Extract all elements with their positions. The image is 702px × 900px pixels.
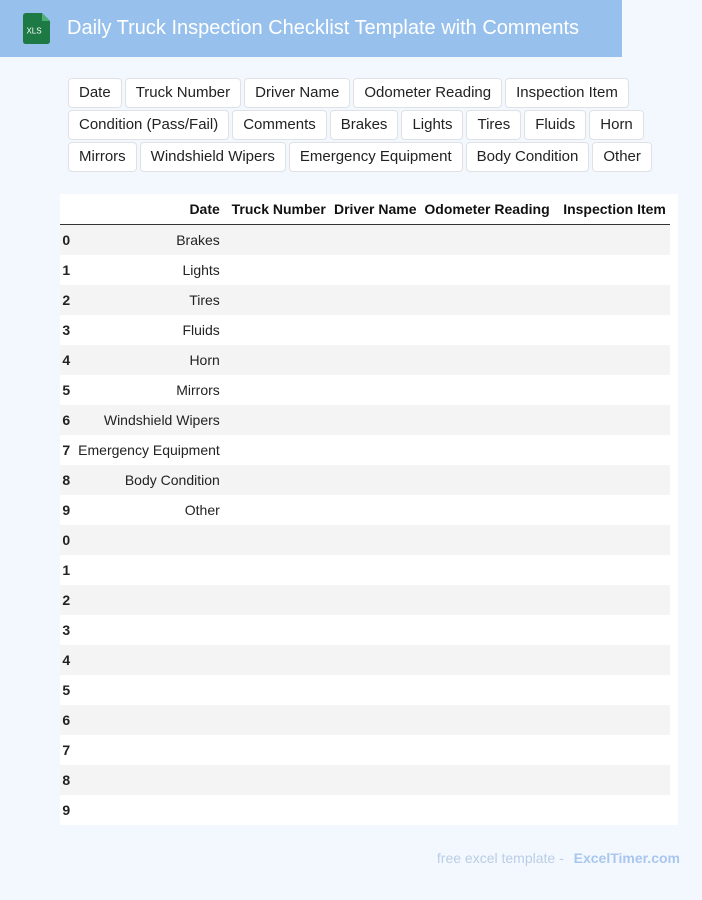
empty-cell xyxy=(228,735,330,765)
empty-cell xyxy=(421,675,553,705)
empty-cell xyxy=(553,285,670,315)
empty-cell xyxy=(330,465,421,495)
empty-cell xyxy=(330,765,421,795)
row-index: 4 xyxy=(60,645,70,675)
row-index: 6 xyxy=(60,405,70,435)
empty-cell xyxy=(553,525,670,555)
empty-cell xyxy=(553,225,670,256)
table-row xyxy=(60,735,670,765)
table-row xyxy=(60,585,670,615)
empty-cell xyxy=(421,525,553,555)
date-cell: Horn xyxy=(70,345,228,375)
header-date: Date xyxy=(70,194,228,225)
row-index: 9 xyxy=(60,795,70,825)
empty-cell xyxy=(330,735,421,765)
empty-cell xyxy=(228,255,330,285)
column-tag[interactable]: Other xyxy=(592,142,652,172)
row-index: 7 xyxy=(60,735,70,765)
row-index: 6 xyxy=(60,705,70,735)
empty-cell xyxy=(553,465,670,495)
empty-cell xyxy=(228,405,330,435)
empty-cell xyxy=(330,555,421,585)
column-tag[interactable]: Date xyxy=(68,78,122,108)
date-cell xyxy=(70,585,228,615)
empty-cell xyxy=(228,615,330,645)
date-cell: Emergency Equipment xyxy=(70,435,228,465)
empty-cell xyxy=(421,465,553,495)
empty-cell xyxy=(228,435,330,465)
table-row xyxy=(60,345,670,375)
empty-cell xyxy=(553,375,670,405)
empty-cell xyxy=(330,315,421,345)
empty-cell xyxy=(228,375,330,405)
empty-cell xyxy=(553,255,670,285)
date-cell: Windshield Wipers xyxy=(70,405,228,435)
column-tag[interactable]: Windshield Wipers xyxy=(140,142,286,172)
empty-cell xyxy=(421,495,553,525)
empty-cell xyxy=(330,645,421,675)
empty-cell xyxy=(553,555,670,585)
empty-cell xyxy=(330,435,421,465)
row-index: 8 xyxy=(60,765,70,795)
header-index xyxy=(60,194,70,225)
row-index: 1 xyxy=(60,555,70,585)
empty-cell xyxy=(228,585,330,615)
table-row xyxy=(60,555,670,585)
empty-cell xyxy=(421,615,553,645)
empty-cell xyxy=(553,705,670,735)
inspection-table xyxy=(60,194,670,825)
table-row xyxy=(60,525,670,555)
empty-cell xyxy=(553,765,670,795)
row-index: 1 xyxy=(60,255,70,285)
empty-cell xyxy=(228,495,330,525)
row-index: 2 xyxy=(60,285,70,315)
empty-cell xyxy=(228,525,330,555)
date-cell: Body Condition xyxy=(70,465,228,495)
empty-cell xyxy=(330,375,421,405)
empty-cell xyxy=(228,795,330,825)
row-index: 5 xyxy=(60,375,70,405)
page-header xyxy=(0,0,622,57)
empty-cell xyxy=(553,495,670,525)
row-index: 7 xyxy=(60,435,70,465)
date-cell xyxy=(70,765,228,795)
empty-cell xyxy=(228,555,330,585)
date-cell: Brakes xyxy=(70,225,228,256)
empty-cell xyxy=(421,645,553,675)
date-cell: Lights xyxy=(70,255,228,285)
empty-cell xyxy=(228,645,330,675)
row-index: 9 xyxy=(60,495,70,525)
empty-cell xyxy=(421,345,553,375)
empty-cell xyxy=(553,735,670,765)
empty-cell xyxy=(553,405,670,435)
table-row xyxy=(60,405,670,435)
table-row xyxy=(60,465,670,495)
column-tag[interactable]: Fluids xyxy=(524,110,586,140)
table-row xyxy=(60,765,670,795)
row-index: 4 xyxy=(60,345,70,375)
date-cell: Fluids xyxy=(70,315,228,345)
empty-cell xyxy=(228,675,330,705)
empty-cell xyxy=(421,795,553,825)
table-row xyxy=(60,285,670,315)
empty-cell xyxy=(421,405,553,435)
row-index: 3 xyxy=(60,315,70,345)
column-tag[interactable]: Horn xyxy=(589,110,644,140)
empty-cell xyxy=(228,285,330,315)
empty-cell xyxy=(553,615,670,645)
empty-cell xyxy=(421,255,553,285)
column-tag[interactable]: Mirrors xyxy=(68,142,137,172)
date-cell xyxy=(70,675,228,705)
empty-cell xyxy=(330,585,421,615)
footer xyxy=(437,850,680,866)
empty-cell xyxy=(330,495,421,525)
empty-cell xyxy=(330,615,421,645)
empty-cell xyxy=(330,225,421,256)
empty-cell xyxy=(228,765,330,795)
column-tag[interactable]: Inspection Item xyxy=(505,78,629,108)
table-row xyxy=(60,675,670,705)
date-cell xyxy=(70,615,228,645)
empty-cell xyxy=(228,315,330,345)
empty-cell xyxy=(421,765,553,795)
date-cell: Tires xyxy=(70,285,228,315)
empty-cell xyxy=(228,345,330,375)
empty-cell xyxy=(330,675,421,705)
empty-cell xyxy=(228,465,330,495)
empty-cell xyxy=(553,675,670,705)
column-tag[interactable]: Truck Number xyxy=(125,78,241,108)
date-cell xyxy=(70,735,228,765)
footer-brand-link[interactable]: ExcelTimer.com xyxy=(573,850,680,866)
empty-cell xyxy=(421,285,553,315)
column-tag[interactable]: Lights xyxy=(401,110,463,140)
empty-cell xyxy=(330,405,421,435)
date-cell: Other xyxy=(70,495,228,525)
column-tag[interactable]: Odometer Reading xyxy=(353,78,502,108)
empty-cell xyxy=(421,555,553,585)
column-tag[interactable]: Tires xyxy=(466,110,521,140)
table-row xyxy=(60,375,670,405)
empty-cell xyxy=(421,585,553,615)
empty-cell xyxy=(330,705,421,735)
column-tag[interactable]: Driver Name xyxy=(244,78,350,108)
empty-cell xyxy=(421,225,553,256)
empty-cell xyxy=(421,375,553,405)
date-cell xyxy=(70,795,228,825)
column-tag[interactable]: Brakes xyxy=(330,110,399,140)
table-row xyxy=(60,435,670,465)
table-row xyxy=(60,615,670,645)
row-index: 0 xyxy=(60,525,70,555)
table-row xyxy=(60,225,670,256)
table-row xyxy=(60,495,670,525)
empty-cell xyxy=(553,795,670,825)
row-index: 8 xyxy=(60,465,70,495)
row-index: 0 xyxy=(60,225,70,256)
empty-cell xyxy=(330,525,421,555)
date-cell xyxy=(70,525,228,555)
empty-cell xyxy=(330,345,421,375)
empty-cell xyxy=(330,255,421,285)
xls-file-icon xyxy=(22,13,50,44)
date-cell xyxy=(70,705,228,735)
empty-cell xyxy=(553,315,670,345)
empty-cell xyxy=(421,735,553,765)
table-row xyxy=(60,795,670,825)
header-odometer-reading: Odometer Reading xyxy=(421,194,553,225)
empty-cell xyxy=(421,315,553,345)
row-index: 3 xyxy=(60,615,70,645)
empty-cell xyxy=(421,435,553,465)
empty-cell xyxy=(553,645,670,675)
spreadsheet-preview xyxy=(62,194,678,825)
page-title: Daily Truck Inspection Checklist Template with Comments xyxy=(67,17,580,39)
table-header-row xyxy=(60,194,670,225)
empty-cell xyxy=(553,345,670,375)
empty-cell xyxy=(330,285,421,315)
table-row xyxy=(60,315,670,345)
row-index: 2 xyxy=(60,585,70,615)
empty-cell xyxy=(330,795,421,825)
row-index: 5 xyxy=(60,675,70,705)
column-tag[interactable]: Comments xyxy=(232,110,327,140)
empty-cell xyxy=(228,705,330,735)
empty-cell xyxy=(228,225,330,256)
empty-cell xyxy=(553,585,670,615)
column-tag[interactable]: Condition (Pass/Fail) xyxy=(68,110,229,140)
empty-cell xyxy=(553,435,670,465)
table-row xyxy=(60,255,670,285)
column-tags xyxy=(68,78,658,172)
date-cell xyxy=(70,555,228,585)
date-cell xyxy=(70,645,228,675)
empty-cell xyxy=(421,705,553,735)
date-cell: Mirrors xyxy=(70,375,228,405)
header-driver-name: Driver Name xyxy=(330,194,421,225)
header-truck-number: Truck Number xyxy=(228,194,330,225)
table-row xyxy=(60,705,670,735)
column-tag[interactable]: Body Condition xyxy=(466,142,590,172)
header-inspection-item: Inspection Item xyxy=(553,194,670,225)
column-tag[interactable]: Emergency Equipment xyxy=(289,142,463,172)
footer-text: free excel template - xyxy=(436,850,564,866)
xls-icon-label: XLS xyxy=(26,26,42,36)
table-row xyxy=(60,645,670,675)
